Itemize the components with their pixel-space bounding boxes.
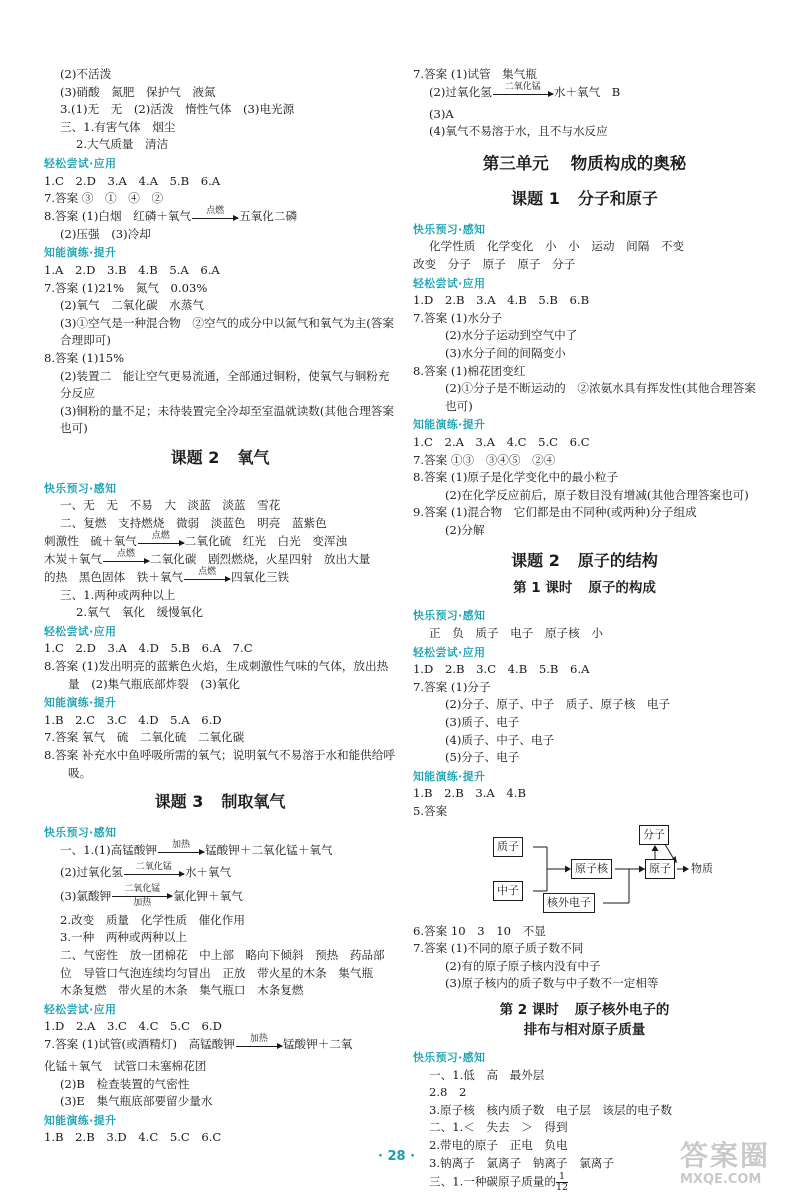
answer-line: 1.D 2.A 3.C 4.C 5.C 6.D <box>44 1019 222 1034</box>
page-number: · 28 · <box>377 1149 416 1164</box>
answer-line: 7.答案 ③ ① ④ ② <box>44 191 164 206</box>
answer-line: 8.答案 (1)15% <box>44 350 125 365</box>
electron-box: 核外电子 <box>543 893 595 913</box>
answer-line: 1.C 2.A 3.A 4.C 5.C 6.C <box>413 434 590 449</box>
answer-line: 9.答案 (1)混合物 它们都是由不同种(或两种)分子组成 <box>413 505 697 520</box>
text-line: (2)装置二 能让空气更易流通，全部通过铜粉，使氧气与铜粉充分反应 <box>60 368 390 401</box>
text-line: 改变 分子 原子 原子 分子 <box>413 256 576 271</box>
right-column <box>413 66 756 1196</box>
answer-line: 7.答案 (1)21% 氮气 0.03% <box>44 280 208 295</box>
text-line: (3)E 集气瓶底部要留少量水 <box>60 1094 213 1109</box>
text-line: 正 负 质子 电子 原子核 小 <box>429 626 603 641</box>
text-line: 化学性质 化学变化 小 小 运动 间隔 不变 <box>429 239 685 254</box>
watermark-logo: 答案圈 MXQE.COM <box>680 1139 771 1187</box>
reaction-arrow: 二氧化锰 加热 <box>112 886 172 908</box>
text-line: 2.大气质量 清洁 <box>76 137 169 152</box>
text-line: 化锰＋氧气 试管口未塞棉花团 <box>44 1058 207 1073</box>
text-line: 三、1.两种或两种以上 <box>60 587 176 602</box>
lesson-title: 课题 3 制取氧气 <box>154 792 286 812</box>
section-label: 知能演练·提升 <box>44 246 117 260</box>
answer-line: 1.A 2.D 3.B 4.B 5.A 6.A <box>44 262 220 277</box>
subsection-title: 第 1 课时 原子的构成 <box>513 580 656 597</box>
lesson-title: 课题 2 原子的结构 <box>511 551 658 571</box>
reaction-arrow: 加热 <box>236 1036 282 1054</box>
answer-line: 1.C 2.D 3.A 4.A 5.B 6.A <box>44 173 221 188</box>
reaction-arrow: 点燃 <box>138 533 184 551</box>
answer-line: 1.D 2.B 3.A 4.B 5.B 6.B <box>413 293 590 308</box>
text-line: (2)①分子是不断运动的 ②浓氨水具有挥发性(其他合理答案也可) <box>445 381 756 413</box>
equation-reactants: 8.答案 (1)白烟 红磷＋氧气 <box>44 208 192 223</box>
text-line: (2)分解 <box>445 522 485 537</box>
text-line: 二、复燃 支持燃烧 微弱 淡蓝色 明亮 蓝紫色 <box>60 516 327 531</box>
text-line: (3)A <box>429 106 454 121</box>
section-label: 轻松尝试·应用 <box>44 1002 117 1016</box>
equation-line: (2)过氧化氢 二氧化锰 水＋氧气 <box>44 864 396 886</box>
answer-line: 7.答案 氧气 硫 二氧化硫 二氧化碳 <box>44 730 245 745</box>
equation-line: 一、1.(1)高锰酸钾 加热 锰酸钾＋二氧化锰＋氧气 <box>44 842 396 864</box>
reaction-arrow: 二氧化锰 <box>493 84 553 102</box>
text-line: 二、1.＜ 失去 ＞ 得到 <box>429 1120 568 1135</box>
text-line: (2)分子、原子、中子 质子、原子核 电子 <box>445 697 671 712</box>
section-label: 知能演练·提升 <box>44 696 117 710</box>
equation-line: 7.答案 (1)试管(或酒精灯) 高锰酸钾 加热 锰酸钾＋二氧 <box>44 1036 396 1058</box>
text-line: 3.一种 两种或两种以上 <box>60 930 187 945</box>
section-label: 知能演练·提升 <box>413 769 486 783</box>
equation-line: (2)过氧化氢 二氧化锰 水＋氧气 B <box>413 84 756 106</box>
text-line: (2)在化学反应前后，原子数目没有增减(其他合理答案也可) <box>445 487 749 502</box>
answer-line: 1.B 2.B 3.A 4.B <box>413 786 526 801</box>
text-line: (3)水分子间的间隔变小 <box>445 345 566 360</box>
answer-line: 7.答案 (1)不同的原子质子数不同 <box>413 941 584 956</box>
matter-label: 物质 <box>691 861 713 875</box>
text-line: (2)水分子运动到空气中了 <box>445 328 578 343</box>
answer-line: 7.答案 (1)试管 集气瓶 <box>413 67 537 81</box>
text-line: 2.改变 质量 化学性质 催化作用 <box>60 912 245 927</box>
section-label: 知能演练·提升 <box>44 1113 117 1127</box>
section-label: 轻松尝试·应用 <box>44 624 117 638</box>
equation-line: 的热 黑色固体 铁＋氧气 点燃 四氧化三铁 <box>44 569 396 587</box>
text-line: 二、气密性 放一团棉花 中上部 略向下倾斜 预热 药品部位 导管口气泡连续均匀冒出 正放 带火星的木条 集气瓶 木条复燃 带火星的木条 集气瓶口 木条复燃 <box>60 947 385 998</box>
answer-line: 1.B 2.B 3.D 4.C 5.C 6.C <box>44 1130 222 1145</box>
section-label: 轻松尝试·应用 <box>44 156 117 170</box>
answer-line: 1.D 2.B 3.C 4.B 5.B 6.A <box>413 662 590 677</box>
text-line: 2.带电的原子 正电 负电 <box>429 1137 568 1152</box>
answer-line: 7.答案 (1)分子 <box>413 679 491 694</box>
left-column <box>44 66 396 1147</box>
text-line: (3)铜粉的量不足；未待装置完全冷却至室温就读数(其他合理答案也可) <box>60 403 394 436</box>
answer-line: 8.答案 (1)原子是化学变化中的最小粒子 <box>413 470 619 485</box>
reaction-arrow: 二氧化锰 <box>124 864 184 882</box>
text-line: 一、1.低 高 最外层 <box>429 1067 545 1082</box>
text-line: (2)B 检查装置的气密性 <box>60 1076 190 1091</box>
text-line: (4)质子、中子、电子 <box>445 732 555 747</box>
atom-box: 原子 <box>645 859 675 879</box>
unit-title: 第三单元 物质构成的奥秘 <box>482 153 687 173</box>
text-line: (2)不活泼 <box>60 67 112 81</box>
section-label: 快乐预习·感知 <box>44 481 117 495</box>
reaction-arrow: 加热 <box>158 842 204 860</box>
answer-line: 6.答案 10 3 10 不显 <box>413 923 546 938</box>
reaction-condition: 点燃 <box>206 205 225 216</box>
section-label: 快乐预习·感知 <box>413 222 486 236</box>
answer-line: 7.答案 (1)水分子 <box>413 310 503 325</box>
section-label: 快乐预习·感知 <box>413 609 486 623</box>
answer-line: 1.C 2.D 3.A 4.D 5.B 6.A 7.C <box>44 641 253 656</box>
text-line: (3)①空气是一种混合物 ②空气的成分中以氮气和氧气为主(答案合理即可) <box>60 315 394 348</box>
answer-line: 8.答案 (1)发出明亮的蓝紫色火焰，生成刺激性气味的气体，放出热量 (2)集气瓶底部炸裂 (3)氧化 <box>44 659 389 691</box>
section-label: 快乐预习·感知 <box>44 826 117 840</box>
text-line: 2.8 2 <box>429 1085 467 1100</box>
proton-box: 质子 <box>493 837 523 857</box>
section-label: 快乐预习·感知 <box>413 1050 486 1064</box>
text-line: 2.氧气 氧化 缓慢氧化 <box>76 605 203 620</box>
text-line: 一、无 无 不易 大 淡蓝 淡蓝 雪花 <box>60 498 281 513</box>
reaction-arrow: 点燃 <box>103 551 149 569</box>
fraction: $\frac{1}{12}$ <box>556 1171 569 1194</box>
text-line: (3)硝酸 氮肥 保护气 液氮 <box>60 84 216 99</box>
section-label: 轻松尝试·应用 <box>413 276 486 290</box>
reaction-arrow: 点燃 <box>184 569 230 587</box>
text-line: (3)质子、电子 <box>445 715 520 730</box>
lesson-title: 课题 2 氧气 <box>170 447 270 467</box>
answer-line: 7.答案 ①③ ③④⑤ ②④ <box>413 452 556 467</box>
equation-line: (3)氯酸钾 二氧化锰 加热 氯化钾＋氧气 <box>60 883 243 908</box>
text-line: 3.原子核 核内质子数 电子层 该层的电子数 <box>429 1102 672 1117</box>
text-line: 3.(1)无 无 (2)活泼 惰性气体 (3)电光源 <box>60 102 295 117</box>
text-line: (2)氧气 二氧化碳 水蒸气 <box>60 298 204 313</box>
fraction-line: 三、1.一种碳原子质量的 $\frac{1}{12}$ <box>429 1171 569 1194</box>
answer-line: 5.答案 <box>413 804 448 818</box>
answer-line: 8.答案 补充水中鱼呼吸所需的氧气；说明氧气不易溶于水和能供给呼吸。 <box>44 748 395 780</box>
equation-line <box>44 205 396 226</box>
answer-line: 1.B 2.C 3.C 4.D 5.A 6.D <box>44 712 222 727</box>
section-label: 轻松尝试·应用 <box>413 645 486 659</box>
text-line: (5)分子、电子 <box>445 750 520 765</box>
answer-line: 8.答案 (1)棉花团变红 <box>413 363 526 378</box>
equation-line: 木炭＋氧气 点燃 二氧化碳 剧烈燃烧，火星四射 放出大量 <box>44 551 396 569</box>
subsection-title: 排布与相对原子质量 <box>523 1021 646 1038</box>
text-line: 三、1.有害气体 烟尘 <box>60 119 176 134</box>
reaction-arrow <box>192 205 238 226</box>
text-line: (4)氧气不易溶于水，且不与水反应 <box>429 124 608 139</box>
lesson-title: 课题 1 分子和原子 <box>511 188 658 208</box>
text-line: (3)原子核内的质子数与中子数不一定相等 <box>445 976 659 991</box>
text-line: (2)压强 (3)冷却 <box>60 226 151 241</box>
neutron-box: 中子 <box>493 881 523 901</box>
molecule-box: 分子 <box>639 825 669 845</box>
text-line: 3.钠离子 氯离子 钠离子 氯离子 <box>429 1155 614 1170</box>
nucleus-box: 原子核 <box>571 859 612 879</box>
subsection-title: 第 2 课时 原子核外电子的 <box>499 1001 670 1018</box>
section-label: 知能演练·提升 <box>413 418 486 432</box>
equation-line: 刺激性 硫＋氧气 点燃 二氧化硫 红光 白光 变浑浊 <box>44 533 396 551</box>
equation-products: 五氧化二磷 <box>239 208 298 223</box>
text-line: (2)有的原子原子核内没有中子 <box>445 958 601 973</box>
atom-structure-diagram <box>413 823 756 919</box>
